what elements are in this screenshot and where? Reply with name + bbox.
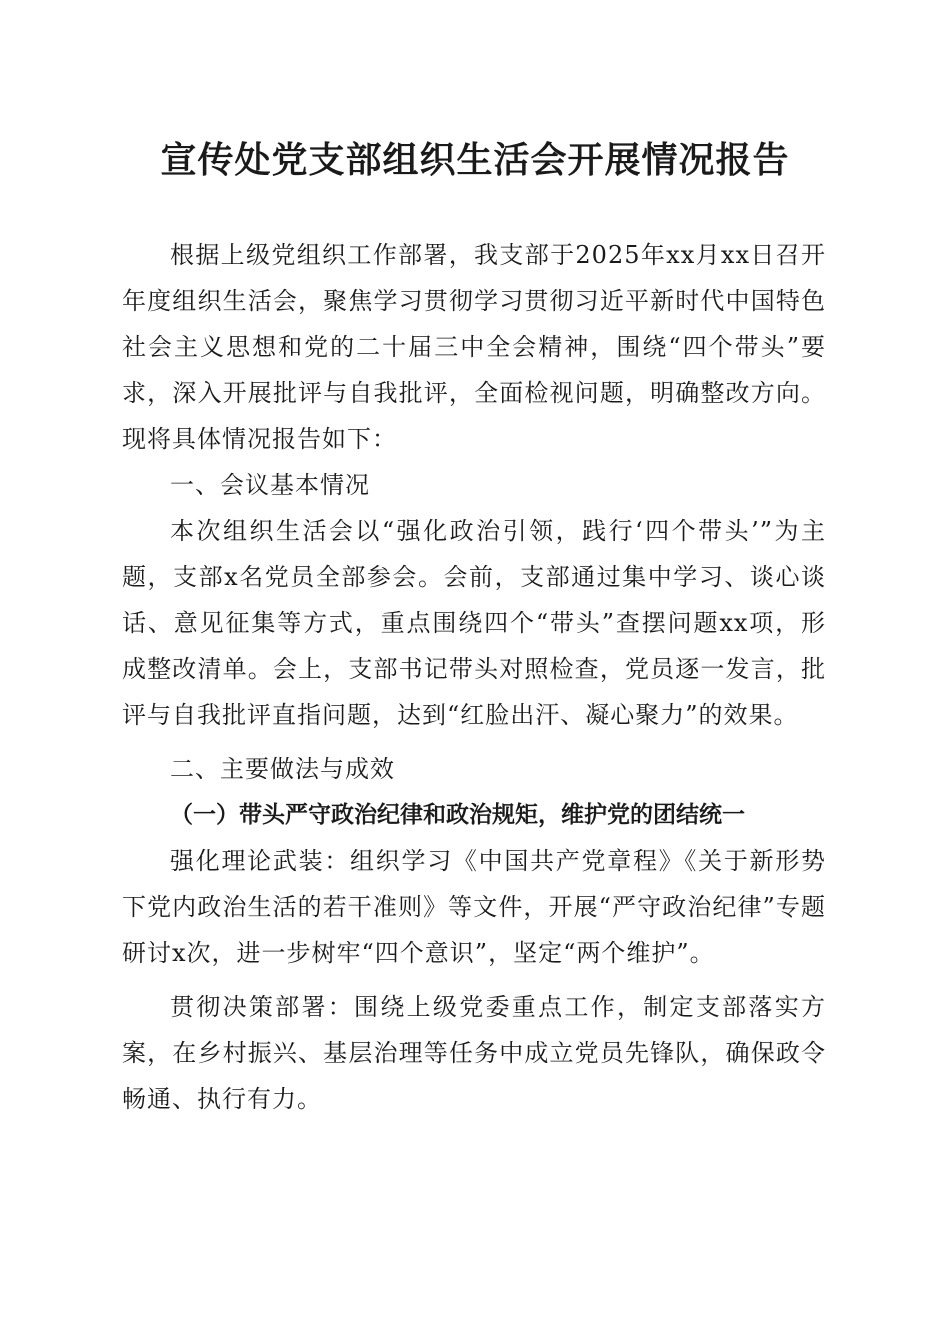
- section-1-paragraph: 本次组织生活会以“强化政治引领，践行‘四个带头’”为主题，支部x名党员全部参会。会前，支部通过集中学习、谈心谈话、意见征集等方式，重点围绕四个“带头”查摆问题xx项，形成整改清单。会上，支部书记带头对照检查，党员逐一发言，批评与自我批评直指问题，达到“红脸出汗、凝心聚力”的效果。: [122, 517, 826, 729]
- section-2-subheading: （一）带头严守政治纪律和政治规矩，维护党的团结统一: [170, 801, 745, 828]
- section-2-heading: 二、主要做法与成效: [170, 755, 395, 783]
- section-2-paragraph-2: 贯彻决策部署：围绕上级党委重点工作，制定支部落实方案，在乡村振兴、基层治理等任务中成立党员先锋队，确保政令畅通、执行有力。: [122, 993, 826, 1113]
- document-title: 宣传处党支部组织生活会开展情况报告: [160, 139, 790, 181]
- intro-paragraph: 根据上级党组织工作部署，我支部于2025年xx月xx日召开年度组织生活会，聚焦学习贯彻学习贯彻习近平新时代中国特色社会主义思想和党的二十届三中全会精神，围绕“四个带头”要求，深入开展批评与自我批评，全面检视问题，明确整改方向。现将具体情况报告如下：: [122, 241, 826, 453]
- section-1-heading: 一、会议基本情况: [170, 471, 370, 499]
- section-2-paragraph-1: 强化理论武装：组织学习《中国共产党章程》《关于新形势下党内政治生活的若干准则》等文件，开展“严守政治纪律”专题研讨x次，进一步树牢“四个意识”，坚定“两个维护”。: [122, 847, 826, 967]
- document-body: [122, 232, 826, 1122]
